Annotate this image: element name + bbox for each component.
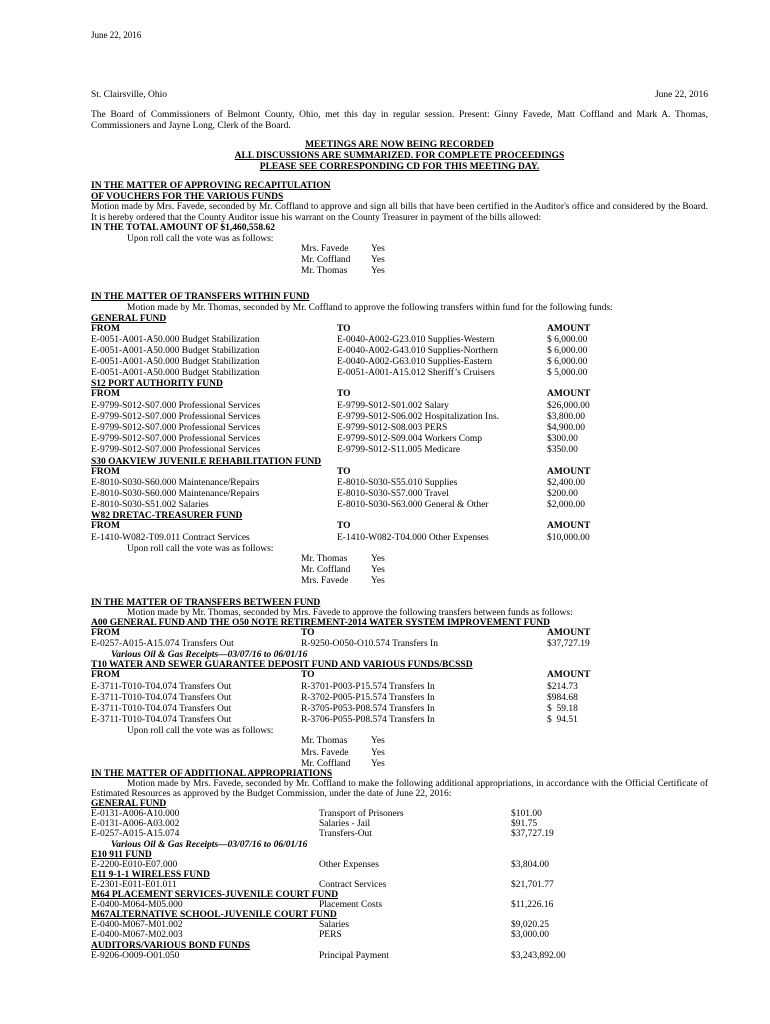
from-account: E-8010-S030-S60.000 Maintenance/Repairs	[91, 477, 260, 488]
amount: $214.73	[547, 681, 578, 692]
col-from: FROM	[91, 466, 121, 477]
description: Principal Payment	[319, 950, 389, 961]
intro-paragraph: The Board of Commissioners of Belmont County, Ohio, met this day in regular session. Present: Ginny Favede, Matt Coffland and Mark A. Thomas, Commissioners and Jayne Long, Clerk of the Board.	[91, 110, 708, 131]
description: Salaries	[319, 920, 350, 931]
col-to: TO	[337, 466, 351, 477]
group-title: E11 9-1-1 WIRELESS FUND	[91, 869, 210, 880]
account-code: E-0257-A015-A15.074	[91, 829, 180, 840]
vote: Yes	[371, 564, 385, 575]
col-from: FROM	[91, 628, 121, 638]
appropriation-row	[91, 920, 708, 930]
transfer-row	[91, 401, 708, 412]
meeting-date: June 22, 2016	[654, 90, 708, 100]
recording-notice	[91, 140, 708, 173]
to-account: E-9799-S012-S08.003 PERS	[337, 423, 448, 433]
vote: Yes	[371, 576, 385, 587]
column-headers	[91, 670, 708, 681]
group-title: GENERAL FUND	[91, 313, 167, 324]
to-account: R-9250-O050-O10.574 Transfers In	[301, 639, 438, 650]
vote-row	[301, 565, 708, 576]
transfer-row	[91, 434, 708, 445]
amount: $ 59.18	[547, 703, 578, 714]
account-code: E-0400-M067-M02.003	[91, 930, 183, 941]
to-account: R-3706-P055-P08.574 Transfers In	[301, 715, 435, 726]
from-account: E-9799-S012-S07.000 Professional Services	[91, 434, 261, 445]
from-account: E-9799-S012-S07.000 Professional Services	[91, 423, 261, 433]
appropriation-row	[91, 809, 708, 819]
group-note: Various Oil & Gas Receipts—03/07/16 to 06/01/16	[111, 650, 308, 661]
transfer-row	[91, 693, 708, 704]
from-account: E-0257-A015-A15.074 Transfers Out	[91, 639, 234, 650]
vote: Yes	[371, 758, 385, 769]
column-headers	[91, 628, 708, 639]
col-amount: AMOUNT	[547, 466, 591, 477]
vote-row	[301, 266, 708, 277]
amount: $2,000.00	[547, 500, 585, 511]
amount: $200.00	[547, 488, 578, 499]
from-account: E-0051-A001-A50.000 Budget Stabilization	[91, 334, 260, 345]
group-title: E10 911 FUND	[91, 849, 152, 860]
place-date-row	[91, 90, 708, 100]
group-title: T10 WATER AND SEWER GUARANTEE DEPOSIT FUND AND VARIOUS FUNDS/BCSSD	[91, 660, 473, 671]
transfer-row	[91, 423, 708, 434]
amount: $9,020.25	[511, 920, 549, 931]
transfer-row	[91, 357, 708, 368]
group-title: S12 PORT AUTHORITY FUND	[91, 379, 223, 390]
amount: $3,804.00	[511, 859, 549, 870]
from-account: E-9799-S012-S07.000 Professional Services	[91, 411, 261, 422]
notice-line: MEETINGS ARE NOW BEING RECORDED	[305, 140, 494, 150]
transfer-row	[91, 639, 708, 650]
to-account: E-9799-S012-S01.002 Salary	[337, 400, 449, 411]
vote-list	[301, 244, 708, 278]
vote-row	[301, 736, 708, 747]
amount: $3,000.00	[511, 930, 549, 941]
amount: $101.00	[511, 809, 542, 819]
appropriation-groups	[91, 799, 708, 961]
to-account: E-8010-S030-S55.010 Supplies	[337, 477, 458, 488]
transfer-groups	[91, 314, 708, 544]
vote: Yes	[371, 255, 385, 266]
appropriation-row	[91, 951, 708, 961]
from-account: E-8010-S030-S51.002 Salaries	[91, 500, 209, 511]
appropriation-row	[91, 829, 708, 839]
section-heading: IN THE MATTER OF ADDITIONAL APPROPRIATIONS	[91, 769, 333, 779]
vote: Yes	[371, 736, 385, 747]
appropriation-row	[91, 860, 708, 870]
notice-line: ALL DISCUSSIONS ARE SUMMARIZED. FOR COMPLETE PROCEEDINGS	[234, 151, 565, 161]
amount: $21,701.77	[511, 879, 554, 890]
account-code: E-2301-E011-E01.011	[91, 879, 177, 890]
transfer-row	[91, 445, 708, 456]
transfer-row	[91, 682, 708, 693]
account-code: E-0400-M064-M05.000	[91, 899, 183, 910]
vote-row	[301, 244, 708, 255]
group-title: S30 OAKVIEW JUVENILE REHABILITATION FUND	[91, 456, 322, 467]
account-code: E-0131-A006-A10.000	[91, 809, 180, 819]
from-account: E-9799-S012-S07.000 Professional Services	[91, 445, 261, 456]
amount: $3,243,892.00	[511, 950, 566, 961]
amount: $ 6,000.00	[547, 334, 588, 345]
amount: $26,000.00	[547, 400, 590, 411]
appropriation-row	[91, 819, 708, 829]
appropriation-row	[91, 930, 708, 940]
vote-row	[301, 255, 708, 266]
amount: $37,727.19	[511, 829, 554, 840]
col-to: TO	[337, 389, 351, 400]
col-from: FROM	[91, 670, 121, 681]
amount: $ 5,000.00	[547, 368, 588, 379]
motion-text: Motion made by Mr. Thomas, seconded by Mrs. Favede to approve the following transfers between funds as follows:	[127, 608, 573, 618]
amount: $4,900.00	[547, 423, 585, 433]
transfer-row	[91, 704, 708, 715]
notice-line: PLEASE SEE CORRESPONDING CD FOR THIS MEETING DAY.	[259, 162, 540, 172]
to-account: E-9799-S012-S09.004 Workers Comp	[337, 434, 482, 445]
from-account: E-0051-A001-A50.000 Budget Stabilization	[91, 368, 260, 379]
appropriation-row	[91, 880, 708, 890]
amount: $ 6,000.00	[547, 345, 588, 356]
vote: Yes	[371, 266, 385, 277]
account-code: E-0131-A006-A03.002	[91, 819, 180, 830]
vote-list	[301, 736, 708, 770]
col-amount: AMOUNT	[547, 323, 591, 334]
amount: $ 94.51	[547, 715, 578, 726]
amount: $11,226.16	[511, 899, 554, 910]
voter: Mr. Thomas	[301, 736, 348, 747]
from-account: E-0051-A001-A50.000 Budget Stabilization	[91, 357, 260, 368]
transfer-row	[91, 346, 708, 357]
section-transfers-between	[91, 598, 708, 770]
section-recapitulation	[91, 181, 708, 278]
from-account: E-1410-W082-T09.011 Contract Services	[91, 532, 250, 543]
transfer-row	[91, 478, 708, 489]
rollcall-text: Upon roll call the vote was as follows:	[127, 543, 274, 554]
voter: Mrs. Favede	[301, 576, 349, 587]
section-heading: IN THE MATTER OF APPROVING RECAPITULATION	[91, 181, 331, 191]
column-headers	[91, 389, 708, 400]
motion-text: Motion made by Mrs. Favede, seconded by Mr. Coffland to approve and sign all bills that have been certified in the Auditor's office and considered by the Board. It is hereby ordered that the County Auditor issue his warrant on the County Treasurer in payment of the bills allowed:	[91, 202, 708, 223]
account-code: E-9206-O009-O01.050	[91, 950, 180, 961]
from-account: E-0051-A001-A50.000 Budget Stabilization	[91, 345, 260, 356]
description: Other Expenses	[319, 859, 379, 870]
transfer-row	[91, 368, 708, 379]
group-title: GENERAL FUND	[91, 799, 167, 809]
description: Transport of Prisoners	[319, 809, 404, 819]
amount: $ 6,000.00	[547, 357, 588, 368]
to-account: E-8010-S030-S63.000 General & Other	[337, 500, 489, 511]
from-account: E-3711-T010-T04.074 Transfers Out	[91, 692, 232, 703]
header-date: June 22, 2016	[91, 30, 142, 40]
to-account: R-3702-P005-P15.574 Transfers In	[301, 692, 435, 703]
amount: $91.75	[511, 819, 538, 830]
to-account: R-3705-P053-P08.574 Transfers In	[301, 703, 435, 714]
column-headers	[91, 521, 708, 532]
voter: Mr. Coffland	[301, 255, 351, 266]
group-title: A00 GENERAL FUND AND THE O50 NOTE RETIREMENT-2014 WATER SYSTEM IMPROVEMENT FUND	[91, 618, 550, 628]
from-account: E-8010-S030-S60.000 Maintenance/Repairs	[91, 488, 260, 499]
total-amount: IN THE TOTAL AMOUNT OF $1,460,558.62	[91, 223, 276, 233]
vote: Yes	[371, 244, 385, 254]
account-code: E-2200-E010-E07.000	[91, 859, 178, 870]
group-title: W82 DRETAC-TREASURER FUND	[91, 511, 243, 522]
voter: Mr. Thomas	[301, 266, 348, 277]
voter: Mrs. Favede	[301, 747, 349, 758]
col-amount: AMOUNT	[547, 389, 591, 400]
voter: Mr. Thomas	[301, 553, 348, 564]
to-account: E-1410-W082-T04.000 Other Expenses	[337, 532, 489, 543]
description: Contract Services	[319, 879, 387, 890]
column-headers	[91, 324, 708, 335]
to-account: E-9799-S012-S06.002 Hospitalization Ins.	[337, 411, 500, 422]
amount: $3,800.00	[547, 411, 585, 422]
group-title: M64 PLACEMENT SERVICES-JUVENILE COURT FUND	[91, 889, 339, 900]
voter: Mr. Coffland	[301, 758, 351, 769]
to-account: E-8010-S030-S57.000 Travel	[337, 488, 449, 499]
voter: Mr. Coffland	[301, 564, 351, 575]
rollcall-text: Upon roll call the vote was as follows:	[127, 233, 274, 244]
vote-row	[301, 576, 708, 587]
description: Transfers-Out	[319, 829, 372, 840]
col-to: TO	[301, 628, 315, 638]
amount: $984.68	[547, 692, 578, 703]
amount: $10,000.00	[547, 532, 590, 543]
from-account: E-3711-T010-T04.074 Transfers Out	[91, 715, 232, 726]
amount: $37,727.19	[547, 639, 590, 650]
col-to: TO	[337, 521, 351, 532]
vote-row	[301, 554, 708, 565]
group-title: AUDITORS/VARIOUS BOND FUNDS	[91, 940, 251, 951]
section-heading: IN THE MATTER OF TRANSFERS WITHIN FUND	[91, 292, 310, 302]
to-account: E-0051-A001-A15.012 Sheriff’s Cruisers	[337, 368, 495, 379]
col-amount: AMOUNT	[547, 670, 591, 681]
transfer-row	[91, 489, 708, 500]
col-amount: AMOUNT	[547, 628, 591, 638]
section-transfers-within	[91, 292, 708, 587]
to-account: E-9799-S012-S11.005 Medicare	[337, 445, 461, 456]
amount: $300.00	[547, 434, 578, 445]
group-note: Various Oil & Gas Receipts—03/07/16 to 06/01/16	[111, 839, 308, 850]
to-account: E-0040-A002-G63.010 Supplies-Eastern	[337, 357, 493, 368]
transfer-row	[91, 335, 708, 346]
vote-list	[301, 554, 708, 588]
col-from: FROM	[91, 389, 121, 400]
section-heading: OF VOUCHERS FOR THE VARIOUS FUNDS	[91, 191, 284, 202]
section-heading: IN THE MATTER OF TRANSFERS BETWEEN FUND	[91, 598, 321, 608]
col-from: FROM	[91, 323, 121, 334]
transfer-row	[91, 715, 708, 726]
col-amount: AMOUNT	[547, 521, 591, 532]
transfer-row	[91, 500, 708, 511]
col-to: TO	[337, 323, 351, 334]
motion-text: Motion made by Mr. Thomas, seconded by Mr. Coffland to approve the following transfers within fund for the following funds:	[127, 302, 613, 313]
to-account: E-0040-A002-G23.010 Supplies-Western	[337, 334, 495, 345]
motion-text: Motion made by Mrs. Favede, seconded by Mr. Coffland to make the following additional appropriations, in accordance with the Official Certificate of Estimated Resources as approved by the Budget Commission, under the date of June 22, 2016:	[91, 779, 708, 799]
appropriation-row	[91, 900, 708, 910]
transfer-row	[91, 412, 708, 423]
account-code: E-0400-M067-M01.002	[91, 920, 183, 931]
rollcall-text: Upon roll call the vote was as follows:	[127, 726, 274, 737]
voter: Mrs. Favede	[301, 244, 349, 254]
vote-row	[301, 748, 708, 759]
from-account: E-3711-T010-T04.074 Transfers Out	[91, 681, 232, 692]
vote: Yes	[371, 553, 385, 564]
description: PERS	[319, 930, 342, 941]
description: Placement Costs	[319, 899, 383, 910]
section-additional-appropriations	[91, 769, 708, 961]
transfer-row	[91, 533, 708, 544]
description: Salaries - Jail	[319, 819, 371, 830]
col-from: FROM	[91, 521, 121, 532]
from-account: E-9799-S012-S07.000 Professional Services	[91, 400, 261, 411]
vote: Yes	[371, 747, 385, 758]
amount: $350.00	[547, 445, 578, 456]
column-headers	[91, 467, 708, 478]
group-title: M67ALTERNATIVE SCHOOL-JUVENILE COURT FUND	[91, 910, 337, 921]
to-account: R-3701-P003-P15.574 Transfers In	[301, 681, 435, 692]
col-to: TO	[301, 670, 315, 681]
to-account: E-0040-A002-G43.010 Supplies-Northern	[337, 345, 498, 356]
amount: $2,400.00	[547, 477, 585, 488]
from-account: E-3711-T010-T04.074 Transfers Out	[91, 703, 232, 714]
place: St. Clairsville, Ohio	[91, 90, 167, 100]
